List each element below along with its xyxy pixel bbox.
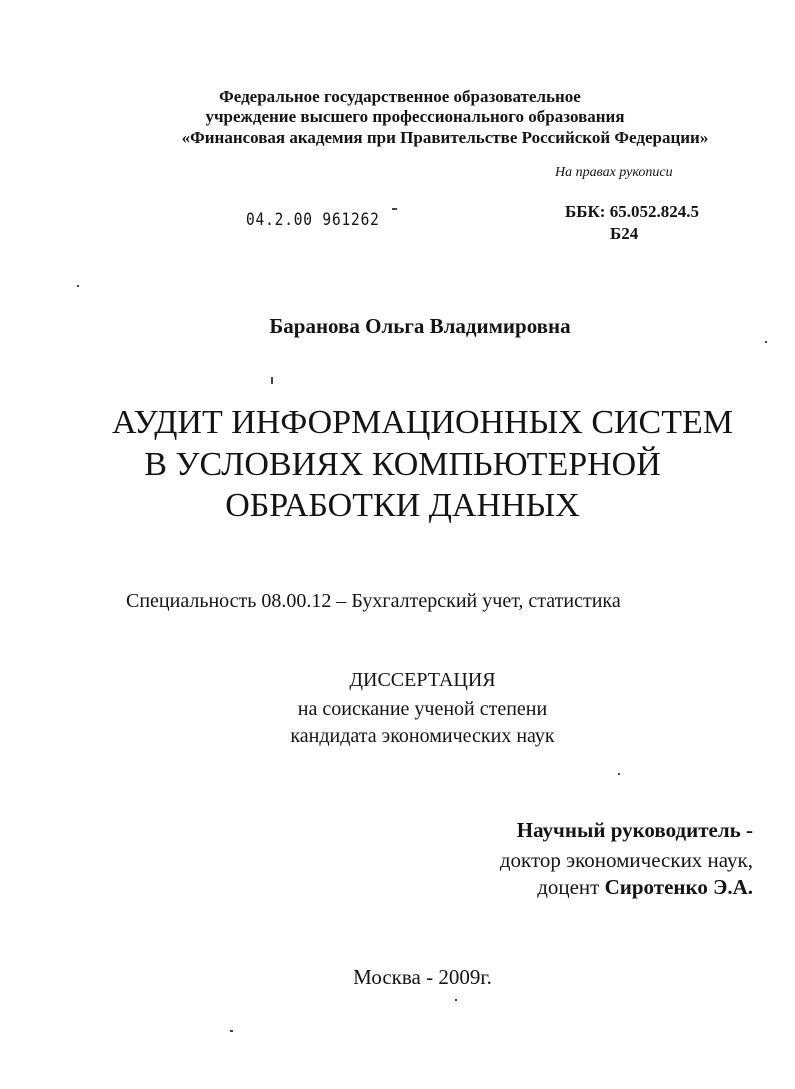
bbk-classification: ББК: 65.052.824.5 (565, 202, 699, 221)
title-line-3: ОБРАБОТКИ ДАННЫХ (225, 487, 580, 524)
supervisor-degree: доктор экономических наук, (499, 848, 753, 872)
city-year: Москва - 2009г. (353, 965, 492, 989)
institution-line-3: «Финансовая академия при Правительстве Российской Федерации» (181, 128, 709, 147)
scan-speck (618, 773, 620, 775)
title-line-2: В УСЛОВИЯХ КОМПЬЮТЕРНОЙ (144, 446, 661, 483)
registration-code: 04.2.00 961262 (246, 210, 380, 230)
dissertation-degree-line: на соискание ученой степени (297, 698, 548, 720)
scan-speck (765, 341, 767, 343)
scan-speck (455, 999, 457, 1001)
rights-note: На правах рукописи (555, 165, 673, 180)
institution-line-1: Федеральное государственное образовательное (219, 87, 581, 106)
dissertation-field-line: кандидата экономических наук (290, 725, 555, 747)
author-name: Баранова Ольга Владимировна (269, 314, 571, 338)
title-line-1: АУДИТ ИНФОРМАЦИОННЫХ СИСТЕМ (112, 404, 733, 441)
supervisor-title: доцент (537, 875, 600, 899)
author-mark-code: Б24 (610, 224, 639, 243)
specialty: Специальность 08.00.12 – Бухгалтерский учет, статистика (126, 590, 621, 612)
scan-speck (77, 285, 79, 287)
supervisor-label: Научный руководитель - (516, 818, 753, 842)
institution-line-2: учреждение высшего профессионального образования (205, 107, 625, 126)
supervisor-name: Сиротенко Э.А. (604, 875, 753, 899)
supervisor-line (537, 875, 753, 900)
scan-speck (392, 208, 397, 210)
dissertation-type: ДИССЕРТАЦИЯ (349, 669, 496, 691)
scan-speck (230, 1030, 233, 1032)
scan-speck (271, 377, 273, 384)
